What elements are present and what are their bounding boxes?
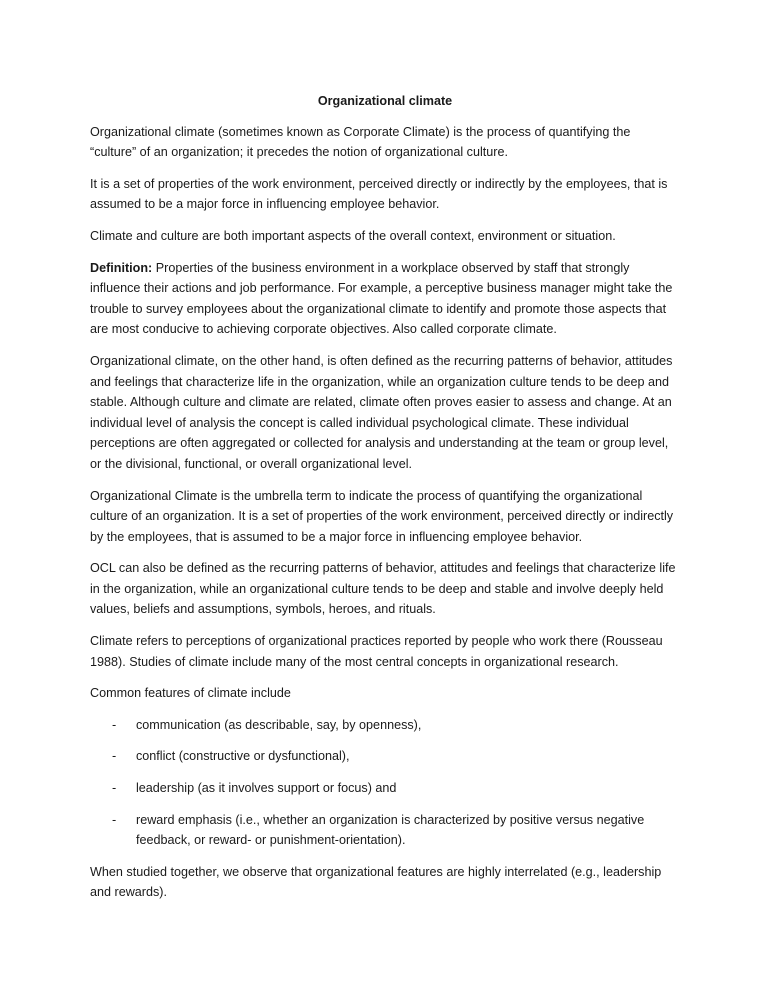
paragraph-intro: Organizational climate (sometimes known as Corporate Climate) is the process of quantifying the “culture” of an organization; it precedes the notion of organizational culture. [90,124,631,160]
definition-text: Properties of the business environment in a workplace observed by staff that strongly influence their actions and job performance. For example, a perceptive business manager might take the trouble to survey employees about the organizational climate to identify and promote those aspects that are most conducive to achieving corporate objectives. Also called corporate climate. [90,260,673,337]
definition-label: Definition: [90,260,153,275]
paragraph-climate-culture: Climate and culture are both important aspects of the overall context, environment or situation. [90,228,616,243]
list-item-text: conflict (constructive or dysfunctional), [136,749,350,764]
list-item [90,778,680,799]
bullet-dash: - [112,781,117,796]
list-item-text: reward emphasis (i.e., whether an organization is characterized by positive versus negative feedback, or reward- or punishment-orientation). [136,812,645,848]
list-item-text: leadership (as it involves support or focus) and [136,781,397,796]
paragraph-other-hand: Organizational climate, on the other hand, is often defined as the recurring patterns of behavior, attitudes and feelings that characterize life in the organization, while an organization culture tends to be deep and stable. Although culture and climate are related, climate often proves easier to assess and change. At an individual level of analysis the concept is called individual psychological climate. These individual perceptions are often aggregated or collected for analysis and understanding at the team or group level, or the divisional, functional, or overall organizational level. [90,353,673,471]
bullet-dash: - [112,717,117,732]
paragraph-studied-together: When studied together, we observe that organizational features are highly interrelated (e.g., leadership and rewards). [90,864,662,900]
list-item [90,810,680,851]
list-item [90,746,680,767]
bullet-dash: - [112,749,117,764]
list-item-text: communication (as describable, say, by openness), [136,717,422,732]
paragraph-definition [90,258,680,340]
paragraph-perceptions: Climate refers to perceptions of organizational practices reported by people who work there (Rousseau 1988). Studies of climate include many of the most central concepts in organizational research. [90,634,663,669]
list-item [90,715,680,736]
paragraph-ocl: OCL can also be defined as the recurring patterns of behavior, attitudes and feelings that characterize life in the organization, while an organizational culture tends to be deep and stable and involve deeply held values, beliefs and assumptions, symbols, heroes, and rituals. [90,561,676,617]
bullet-dash: - [112,812,117,827]
document-page [90,91,680,914]
paragraph-properties: It is a set of properties of the work environment, perceived directly or indirectly by the employees, that is assumed to be a major force in influencing employee behavior. [90,176,668,212]
features-list [90,715,680,851]
page-title: Organizational climate [317,94,453,108]
paragraph-common-features: Common features of climate include [90,686,291,701]
paragraph-umbrella-term: Organizational Climate is the umbrella term to indicate the process of quantifying the organizational culture of an organization. It is a set of properties of the work environment, perceived directly or indirectly by the employees, that is assumed to be a major force in influencing employee behavior. [90,488,674,544]
